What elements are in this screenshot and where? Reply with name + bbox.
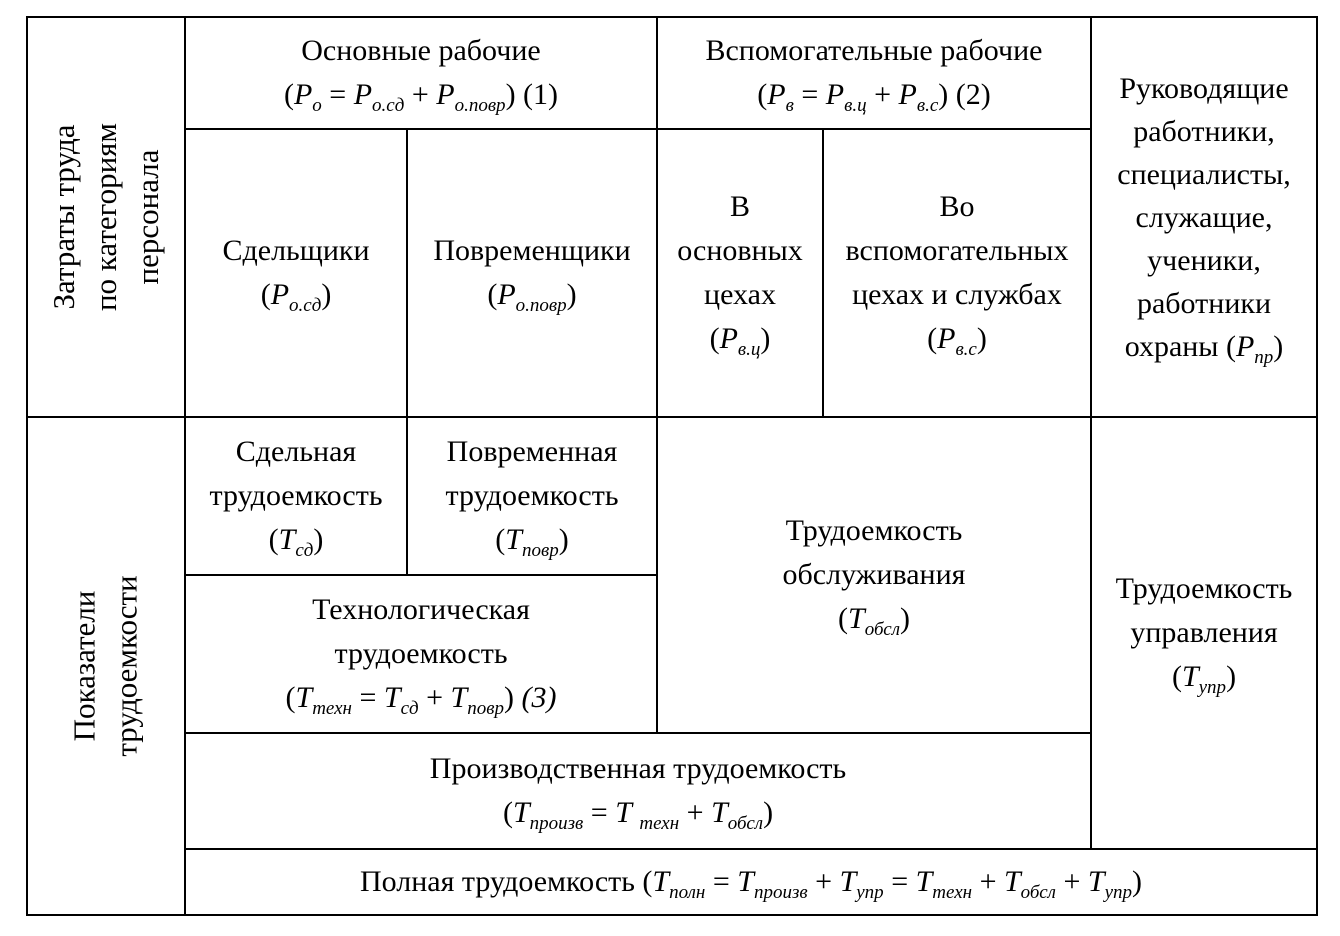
main-workers-title: Основные рабочие: [301, 34, 541, 67]
service-labor-cell: [656, 416, 1092, 734]
managers-line-5: ученики,: [1147, 243, 1261, 277]
piece-labor-line-1: Сдельная: [235, 435, 357, 468]
managers-line-2: работники,: [1133, 114, 1275, 148]
timeworkers-cell: [406, 128, 658, 418]
row-label-indicators-line-2: трудоемкости: [109, 575, 144, 757]
managers-cell: [1090, 16, 1318, 418]
aux-aux-shops-line-2: вспомогательных: [845, 234, 1069, 267]
row-label-indicators-line-1: Показатели: [67, 590, 102, 742]
row-label-costs-line-3: персонала: [130, 149, 166, 285]
tech-labor-line-1: Технологическая: [312, 593, 530, 626]
aux-main-shops-line-3: цехах: [704, 278, 776, 311]
managers-line-3: специалисты,: [1117, 157, 1291, 191]
time-labor-line-1: Повременная: [446, 435, 618, 468]
managers-line-6: работники: [1136, 286, 1272, 320]
labor-diagram: [26, 16, 1318, 916]
service-labor-line-1: Трудоемкость: [785, 514, 963, 547]
aux-main-shops-line-2: основных: [677, 234, 803, 267]
aux-aux-shops-line-3: цехах и службах: [852, 278, 1062, 311]
aux-workers-header: [656, 16, 1092, 130]
row-label-costs-line-2: по категориям: [88, 122, 124, 312]
tech-labor-formula: $(T_{техн} = T_{сд} + T_{повр})$ (3): [285, 681, 557, 719]
time-labor-line-2: трудоемкость: [445, 479, 619, 512]
aux-main-shops-symbol: $(P_{в.ц})$: [709, 322, 771, 360]
managers-line-1: Руководящие: [1119, 71, 1289, 105]
management-labor-symbol: $(T_{упр})$: [1171, 660, 1237, 698]
row-label-costs: [26, 16, 186, 418]
aux-workers-formula: $(P_в = P_{в.ц} + P_{в.с})$ (2): [757, 78, 991, 116]
production-labor-formula: ($T_{произв} = T$ $_{техн} + T_{обсл}$): [502, 796, 774, 834]
pieceworkers-symbol: $(P_{о.сд})$: [260, 278, 332, 316]
tech-labor-line-2: трудоемкость: [334, 637, 508, 670]
aux-main-shops-cell: [656, 128, 824, 418]
aux-main-shops-line-1: В: [729, 190, 750, 223]
timeworkers-symbol: $(P_{о.повр})$: [487, 278, 577, 316]
production-labor-title: Производственная трудоемкость: [429, 752, 847, 785]
management-labor-line-1: Трудоемкость: [1115, 572, 1293, 605]
time-labor-cell: [406, 416, 658, 576]
pieceworkers-cell: [184, 128, 408, 418]
aux-aux-shops-line-1: Во: [939, 190, 975, 223]
time-labor-symbol: $(T_{повр})$: [495, 523, 569, 561]
pieceworkers-title: Сдельщики: [222, 234, 370, 267]
timeworkers-title: Повременщики: [433, 234, 631, 267]
row-label-indicators: [26, 416, 186, 916]
row-label-costs-line-1: Затраты труда: [46, 124, 82, 310]
aux-aux-shops-symbol: $(P_{в.с})$: [927, 322, 987, 360]
full-labor-formula: Полная трудоемкость $(T_{полн} = T_{произв} + T_{упр} = T_{техн} + T_{обсл} + T_{упр})$: [359, 865, 1142, 903]
managers-line-7: охраны $(P_{пр})$: [1124, 329, 1284, 368]
piece-labor-line-2: трудоемкость: [209, 479, 383, 512]
managers-line-4: служащие,: [1135, 200, 1273, 234]
aux-workers-title: Вспомогательные рабочие: [705, 34, 1043, 67]
service-labor-symbol: $(T_{обсл})$: [838, 602, 910, 640]
main-workers-formula: $(P_о = P_{о.сд} + P_{о.повр})$ (1): [283, 78, 559, 116]
piece-labor-symbol: $(T_{сд})$: [268, 523, 324, 561]
piece-labor-cell: [184, 416, 408, 576]
service-labor-line-2: обслуживания: [782, 558, 966, 591]
tech-labor-cell: [184, 574, 658, 734]
main-workers-header: [184, 16, 658, 130]
full-labor-cell: [184, 848, 1318, 916]
production-labor-cell: [184, 732, 1092, 850]
management-labor-cell: [1090, 416, 1318, 850]
management-labor-line-2: управления: [1130, 616, 1278, 649]
aux-aux-shops-cell: [822, 128, 1092, 418]
